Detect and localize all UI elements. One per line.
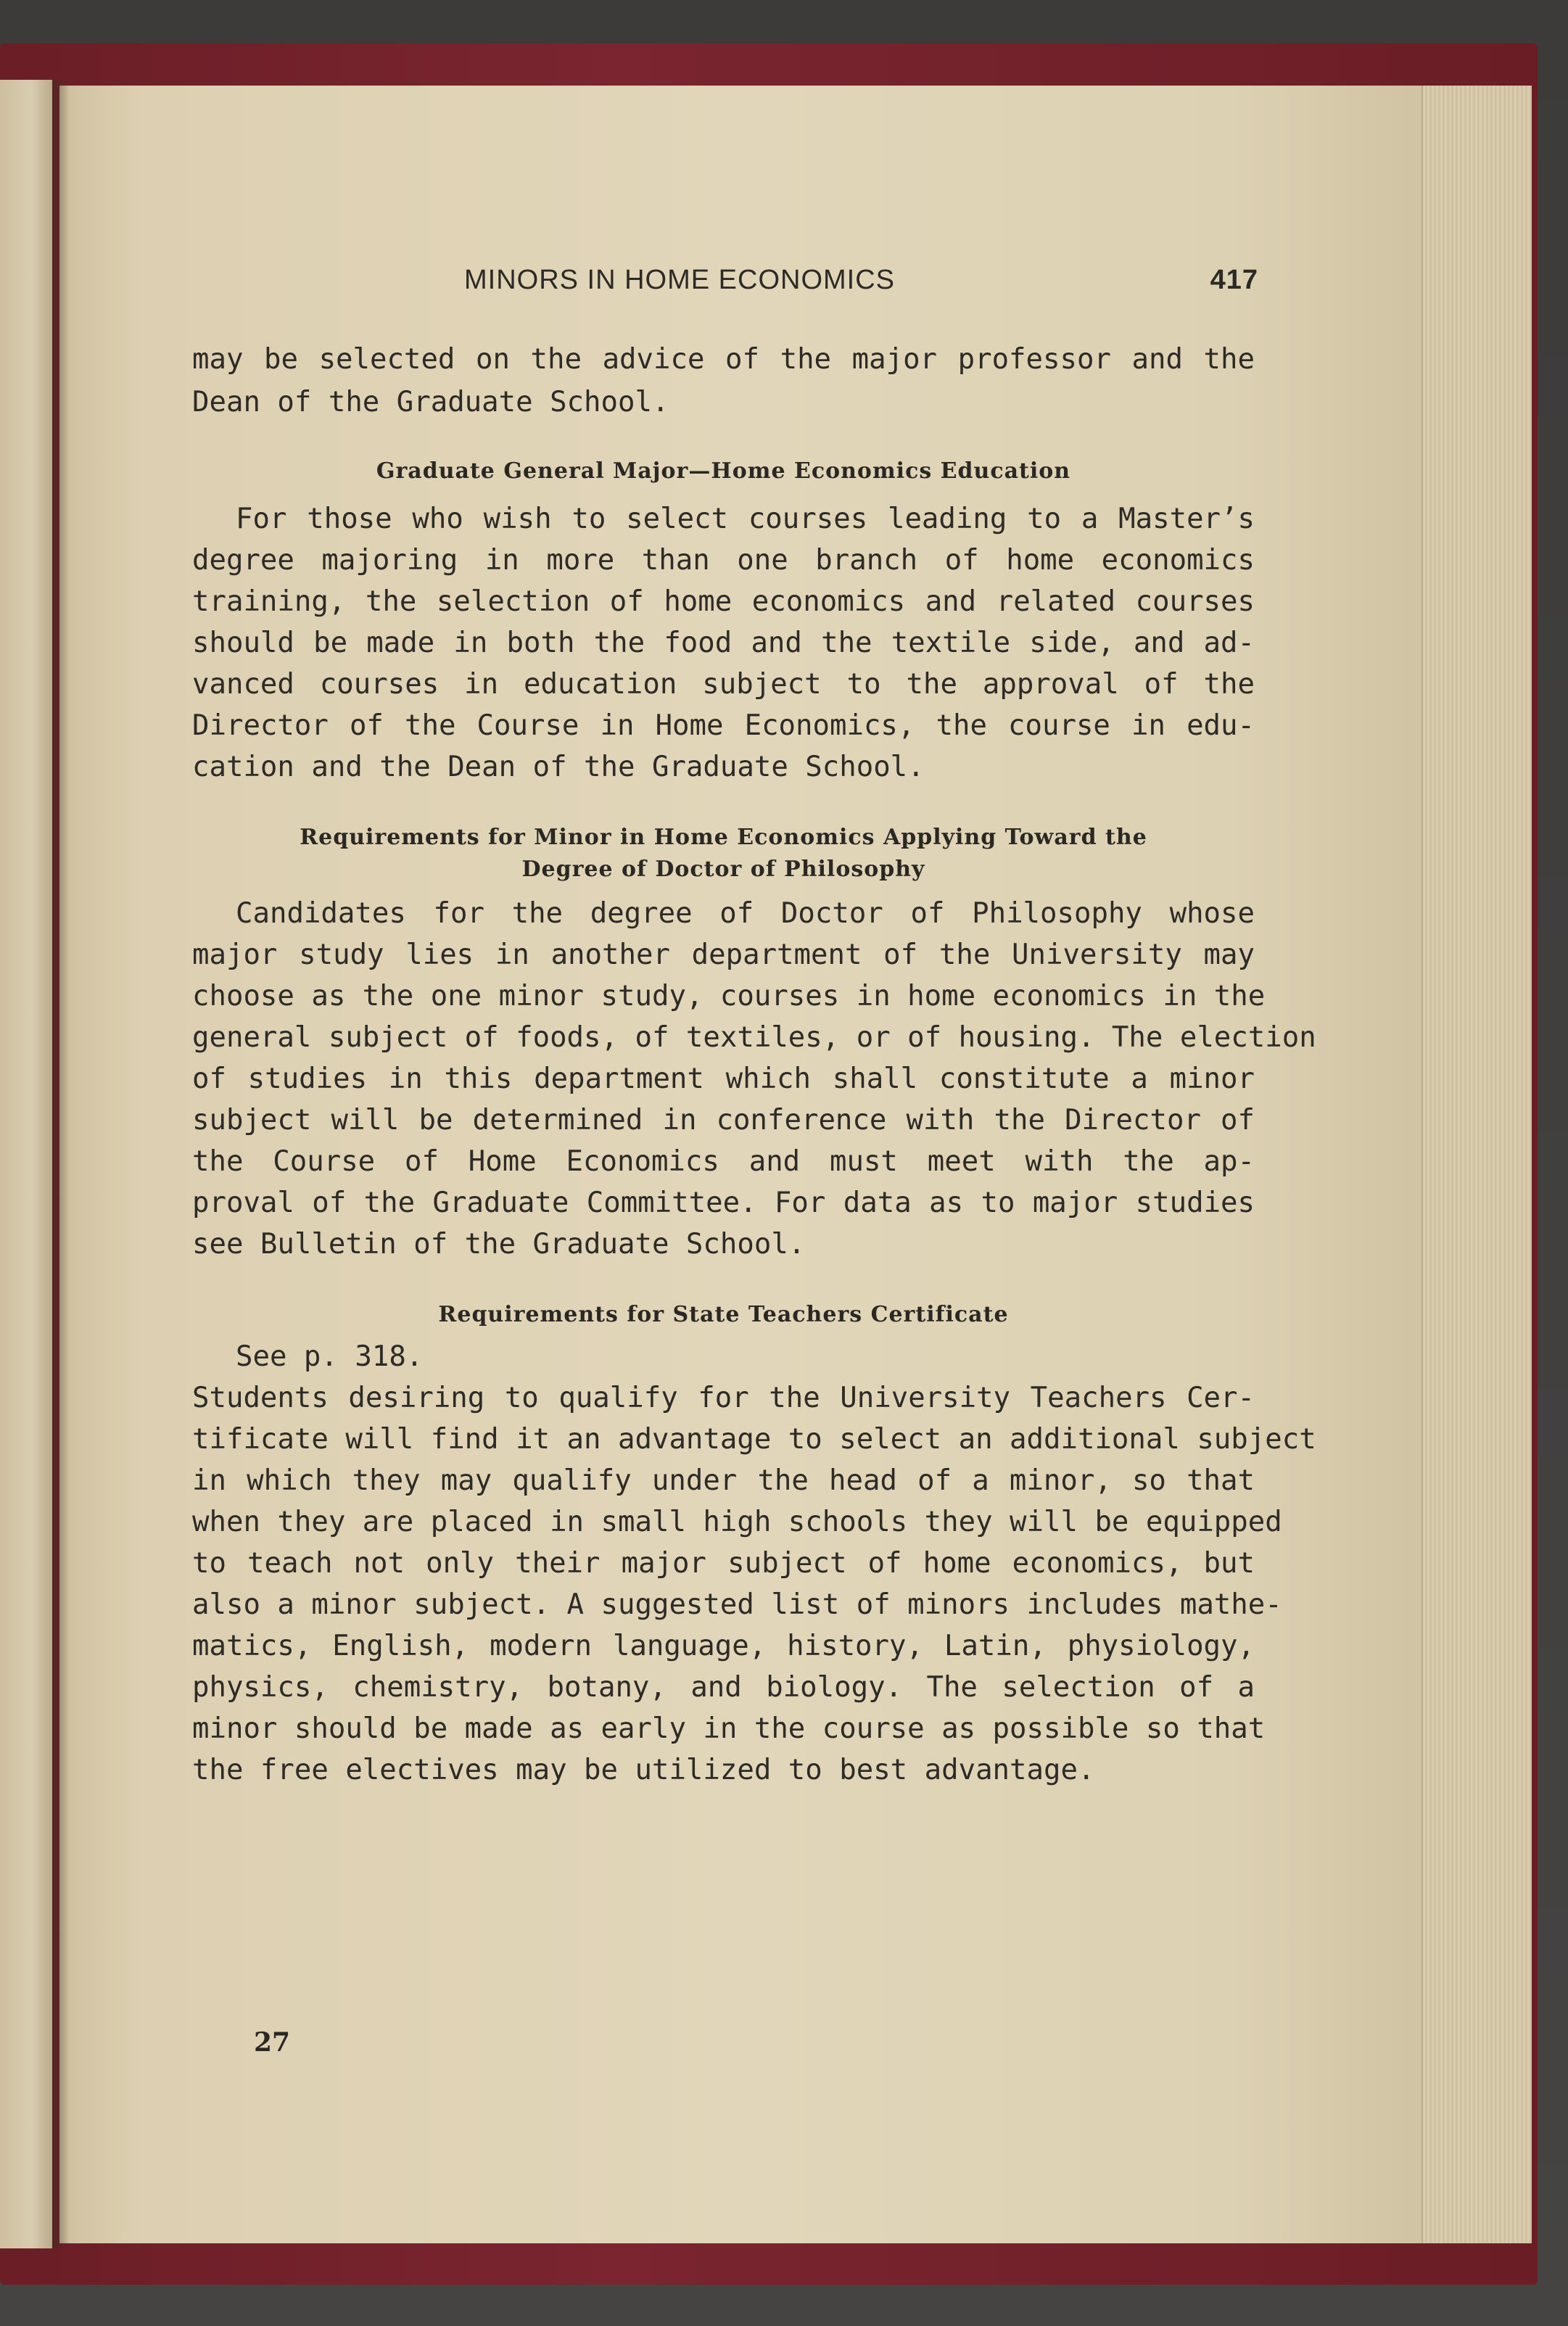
left-page-edge (0, 80, 52, 2248)
paragraph-line: of studies in this department which shall constitute a minor (192, 1063, 1255, 1095)
paragraph-line: in which they may qualify under the head of a minor, so that (192, 1464, 1255, 1497)
running-header (192, 265, 1258, 301)
paragraph-line: degree majoring in more than one branch of home economics (192, 544, 1255, 577)
paragraph-line: also a minor subject. A suggested list of minors includes mathe- (192, 1588, 1282, 1621)
paragraph-line: vanced courses in education subject to the approval of the (192, 668, 1255, 701)
paragraph-line: Candidates for the degree of Doctor of Philosophy whose (236, 897, 1255, 930)
signature-mark: 27 (254, 2027, 291, 2058)
paragraph-line: see Bulletin of the Graduate School. (192, 1228, 806, 1261)
paragraph-line: when they are placed in small high schools they will be equipped (192, 1506, 1282, 1538)
intro-line: may be selected on the advice of the major professor and the (192, 343, 1255, 376)
paragraph-line: should be made in both the food and the textile side, and ad- (192, 627, 1255, 659)
paragraph-line: the free electives may be utilized to best advantage. (192, 1754, 1095, 1786)
section-heading-general-major: Graduate General Major—Home Economics Education (376, 458, 1071, 484)
paragraph-line: tificate will find it an advantage to select an additional subject (192, 1423, 1316, 1456)
page-number: 417 (1210, 265, 1258, 295)
paragraph-line: major study lies in another department of the University may (192, 939, 1255, 971)
paragraph-line: physics, chemistry, botany, and biology. The selection of a (192, 1671, 1255, 1704)
paragraph-line: minor should be made as early in the course as possible so that (192, 1712, 1266, 1745)
page-fore-edge (1421, 86, 1532, 2243)
paragraph-line: training, the selection of home economics and related courses (192, 585, 1255, 618)
paragraph-line: general subject of foods, of textiles, or of housing. The election (192, 1021, 1316, 1054)
intro-line: Dean of the Graduate School. (192, 386, 669, 418)
paragraph-line: subject will be determined in conference with the Director of (192, 1104, 1255, 1137)
section-heading-minor-phd-line2: Degree of Doctor of Philosophy (521, 857, 925, 882)
paragraph-line: Director of the Course in Home Economics, the course in edu- (192, 709, 1255, 742)
paragraph-line: Students desiring to qualify for the University Teachers Cer- (192, 1382, 1255, 1414)
paragraph-line: cation and the Dean of the Graduate School. (192, 751, 925, 783)
cross-reference-line: See p. 318. (236, 1340, 424, 1373)
section-heading-minor-phd: Requirements for Minor in Home Economics Applying Toward the (300, 825, 1147, 850)
paragraph-line: choose as the one minor study, courses in home economics in the (192, 980, 1266, 1013)
section-heading-state-teachers: Requirements for State Teachers Certificate (438, 1302, 1009, 1327)
paragraph-line: to teach not only their major subject of home economics, but (192, 1547, 1255, 1580)
paragraph-line: matics, English, modern language, history, Latin, physiology, (192, 1630, 1255, 1662)
paragraph-line: For those who wish to select courses leading to a Master’s (236, 503, 1255, 535)
paragraph-line: proval of the Graduate Committee. For data as to major studies (192, 1187, 1255, 1219)
paragraph-line: the Course of Home Economics and must meet with the ap- (192, 1145, 1255, 1178)
running-head-title: MINORS IN HOME ECONOMICS (464, 265, 896, 295)
gutter-shadow (52, 80, 70, 2248)
